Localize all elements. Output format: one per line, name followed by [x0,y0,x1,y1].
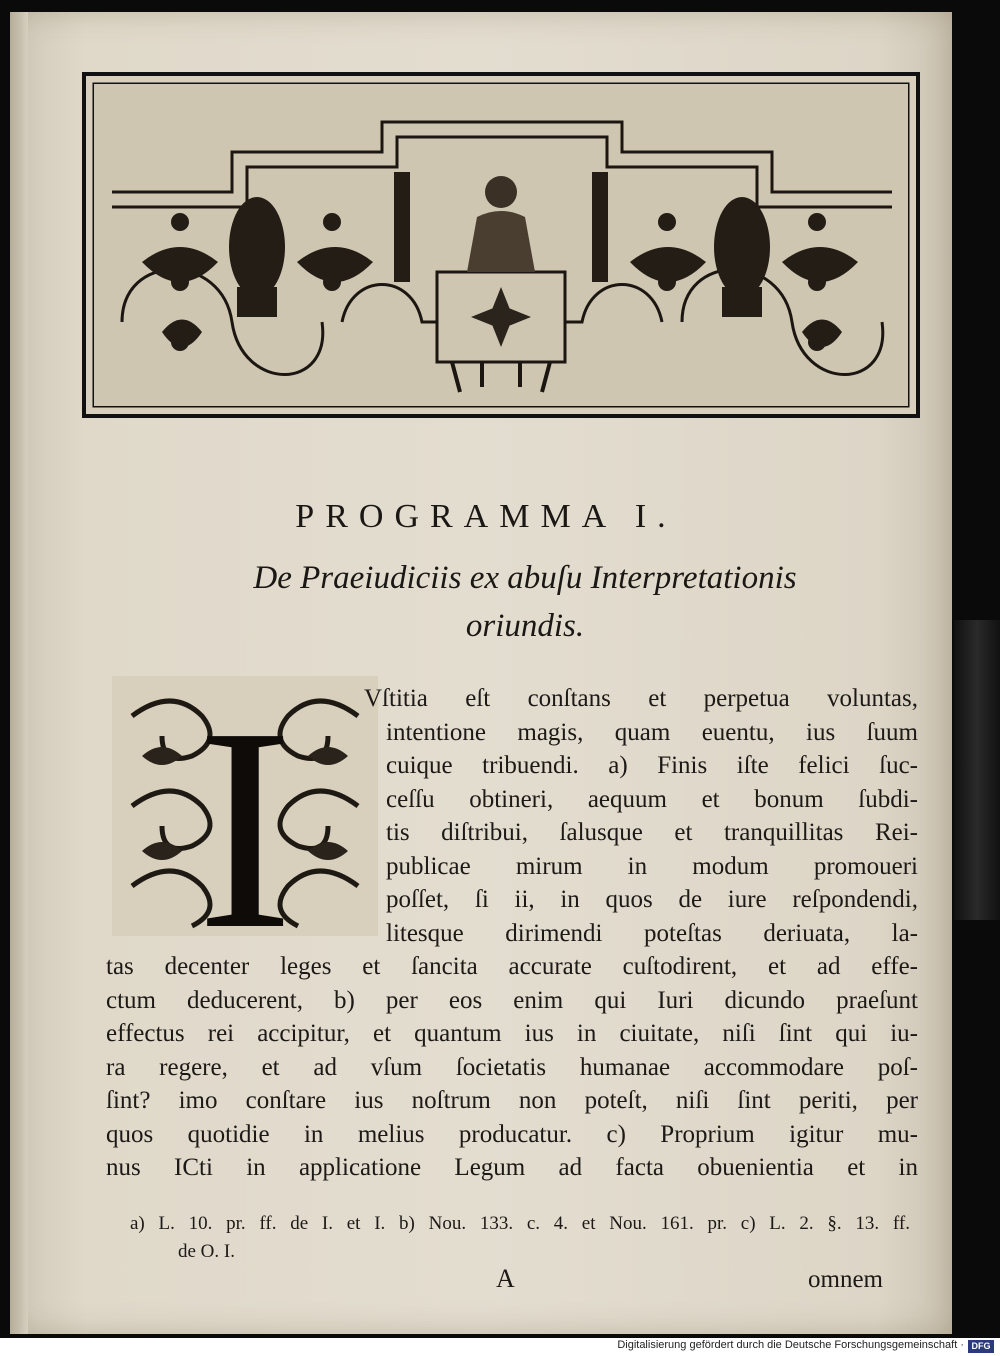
text-line: ctum deducerent, b) per eos enim qui Iuri dicundo praeſunt [106,986,918,1014]
text-line: cuique tribuendi. a) Finis iſte felici ſuc- [386,752,918,779]
digitization-credit: Digitalisierung gefördert durch die Deutsche Forschungsgemeinschaft · [617,1339,964,1351]
subtitle-line: De Praeiudiciis ex abuſu Interpretationis [253,560,797,596]
text-line: quos quotidie in melius producatur. c) Proprium igitur mu- [106,1120,918,1148]
program-title: PROGRAMMA I. [295,498,677,535]
scan-edge [954,620,1000,920]
subtitle-line: oriundis. [465,608,585,644]
text-line: ſint? imo conſtare ius noſtrum non poteſt, niſi ſint periti, per [106,1087,918,1114]
footnote-line: de O. I. [178,1241,235,1262]
text-line: Vſtitia eſt conſtans et perpetua voluntas, [364,685,918,712]
text-line: publicae mirum in modum promoueri [386,852,918,880]
text-line: nus ICti in applicatione Legum ad facta obuenientia et in [106,1154,918,1181]
footnote-line: a) L. 10. pr. ff. de I. et I. b) Nou. 133. c. 4. et Nou. 161. pr. c) L. 2. §. 13. ff. [130,1213,910,1234]
body-text [106,682,918,1185]
text-line: poſſet, ſi ii, in quos de iure reſpondendi, [386,886,918,913]
catchword: omnem [808,1266,883,1293]
book-page [10,12,952,1334]
text-line: tas decenter leges et ſancita accurate cuſtodirent, et ad effe- [106,953,918,980]
page-gutter [10,12,28,1334]
text-line: intentione magis, quam euentu, ius ſuum [386,718,918,746]
dfg-logo: DFG [968,1340,994,1353]
text-line: ceſſu obtineri, aequum et bonum ſubdi- [386,785,918,813]
text-line: litesque dirimendi poteſtas deriuata, la- [386,919,918,947]
text-line: tis diſtribui, ſalusque et tranquillitas Rei- [386,819,918,846]
text-line: ra regere, et ad vſum ſocietatis humanae accommodare poſ- [106,1053,918,1081]
program-subtitle [180,554,870,650]
signature-mark: A [496,1264,515,1293]
text-line: effectus rei accipitur, et quantum ius in ciuitate, niſi ſint qui iu- [106,1020,918,1047]
ornamental-headpiece [82,72,920,418]
footnotes [130,1210,910,1266]
dropcap-letter: I [196,676,294,936]
